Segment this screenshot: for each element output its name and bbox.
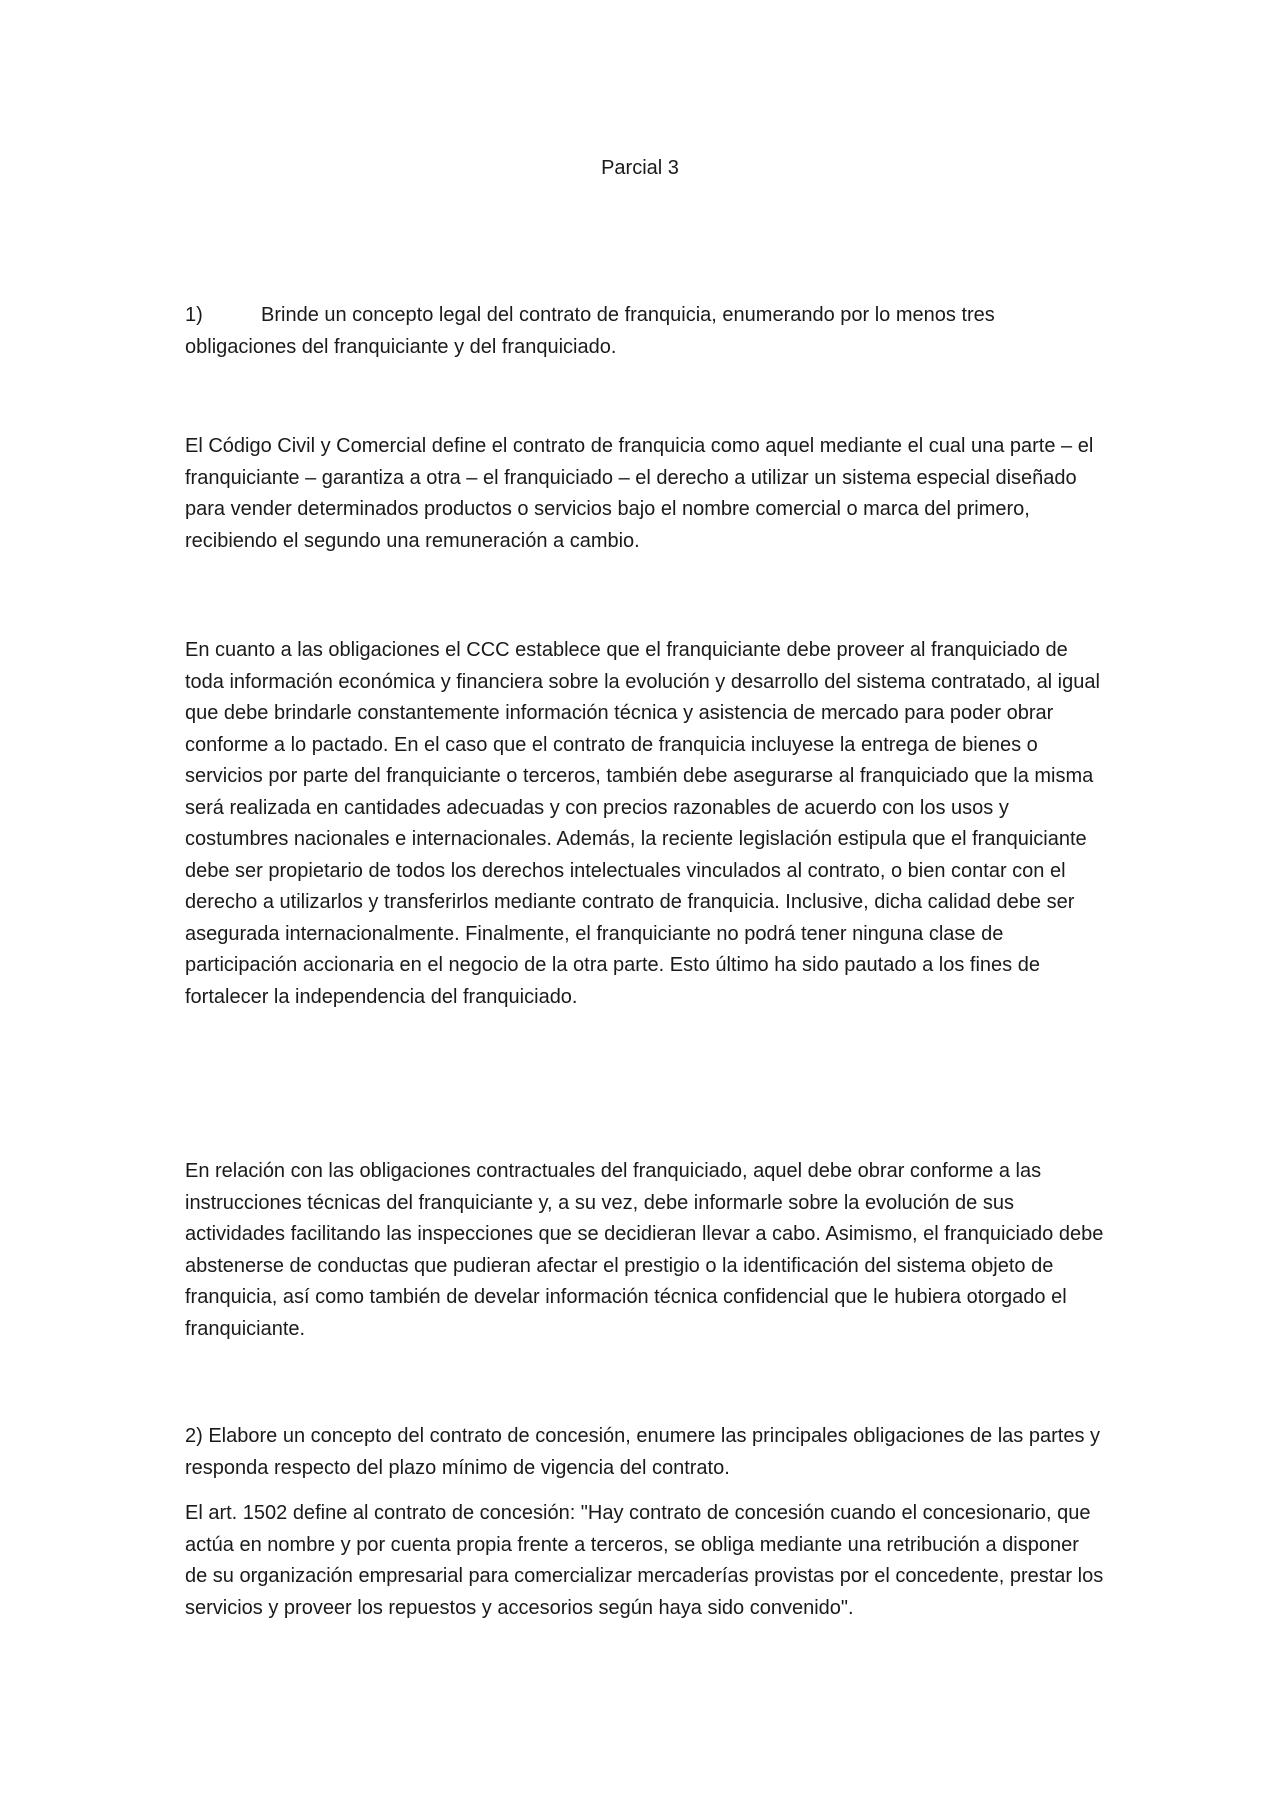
paragraph-franquiciante-obligations: En cuanto a las obligaciones el CCC establece que el franquiciante debe proveer al franquiciado de toda información económica y financiera sobre la evolución y desarrollo del sistema contratado, al igual que debe brindarle constantemente información técnica y asistencia de mercado para poder obrar conforme a lo pactado. En el caso que el contrato de franquicia incluyese la entrega de bienes o servicios por parte del franquiciante o terceros, también debe asegurarse al franquiciado que la misma será realizada en cantidades adecuadas y con precios razonables de acuerdo con los usos y costumbres nacionales e internacionales. Además, la reciente legislación estipula que el franquiciante debe ser propietario de todos los derechos intelectuales vinculados al contrato, o bien contar con el derecho a utilizarlos y transferirlos mediante contrato de franquicia. Inclusive, dicha calidad debe ser asegurada internacionalmente. Finalmente, el franquiciante no podrá tener ninguna clase de participación accionaria en el negocio de la otra parte. Esto último ha sido pautado a los fines de fortalecer la independencia del franquiciado. [185,639,1100,1008]
question-1 [185,300,1105,363]
page-title: Parcial 3 [601,157,679,179]
document-body [185,300,1105,1624]
question-2: 2) Elabore un concepto del contrato de concesión, enumere las principales obligaciones de las partes y responda respecto del plazo mínimo de vigencia del contrato. [185,1425,1100,1479]
paragraph-franquicia-definition: El Código Civil y Comercial define el contrato de franquicia como aquel mediante el cual una parte – el franquiciante – garantiza a otra – el franquiciado – el derecho a utilizar un sistema especial diseñado para vender determinados productos o servicios bajo el nombre comercial o marca del primero, recibiendo el segundo una remuneración a cambio. [185,435,1094,552]
paragraph-concesion-definition: El art. 1502 define al contrato de concesión: "Hay contrato de concesión cuando el concesionario, que actúa en nombre y por cuenta propia frente a terceros, se obliga mediante una retribución a disponer de su organización empresarial para comercializar mercaderías provistas por el concedente, prestar los servicios y proveer los repuestos y accesorios según haya sido convenido". [185,1502,1104,1619]
question-1-number: 1) [185,304,203,326]
paragraph-franquiciado-obligations: En relación con las obligaciones contractuales del franquiciado, aquel debe obrar conforme a las instrucciones técnicas del franquiciante y, a su vez, debe informarle sobre la evolución de sus actividades facilitando las inspecciones que se decidieran llevar a cabo. Asimismo, el franquiciado debe abstenerse de conductas que pudieran afectar el prestigio o la identificación del sistema objeto de franquicia, así como también de develar información técnica confidencial que le hubiera otorgado el franquiciante. [185,1160,1104,1340]
question-1-text: Brinde un concepto legal del contrato de franquicia, enumerando por lo menos tres obligaciones del franquiciante y del franquiciado. [185,304,995,358]
